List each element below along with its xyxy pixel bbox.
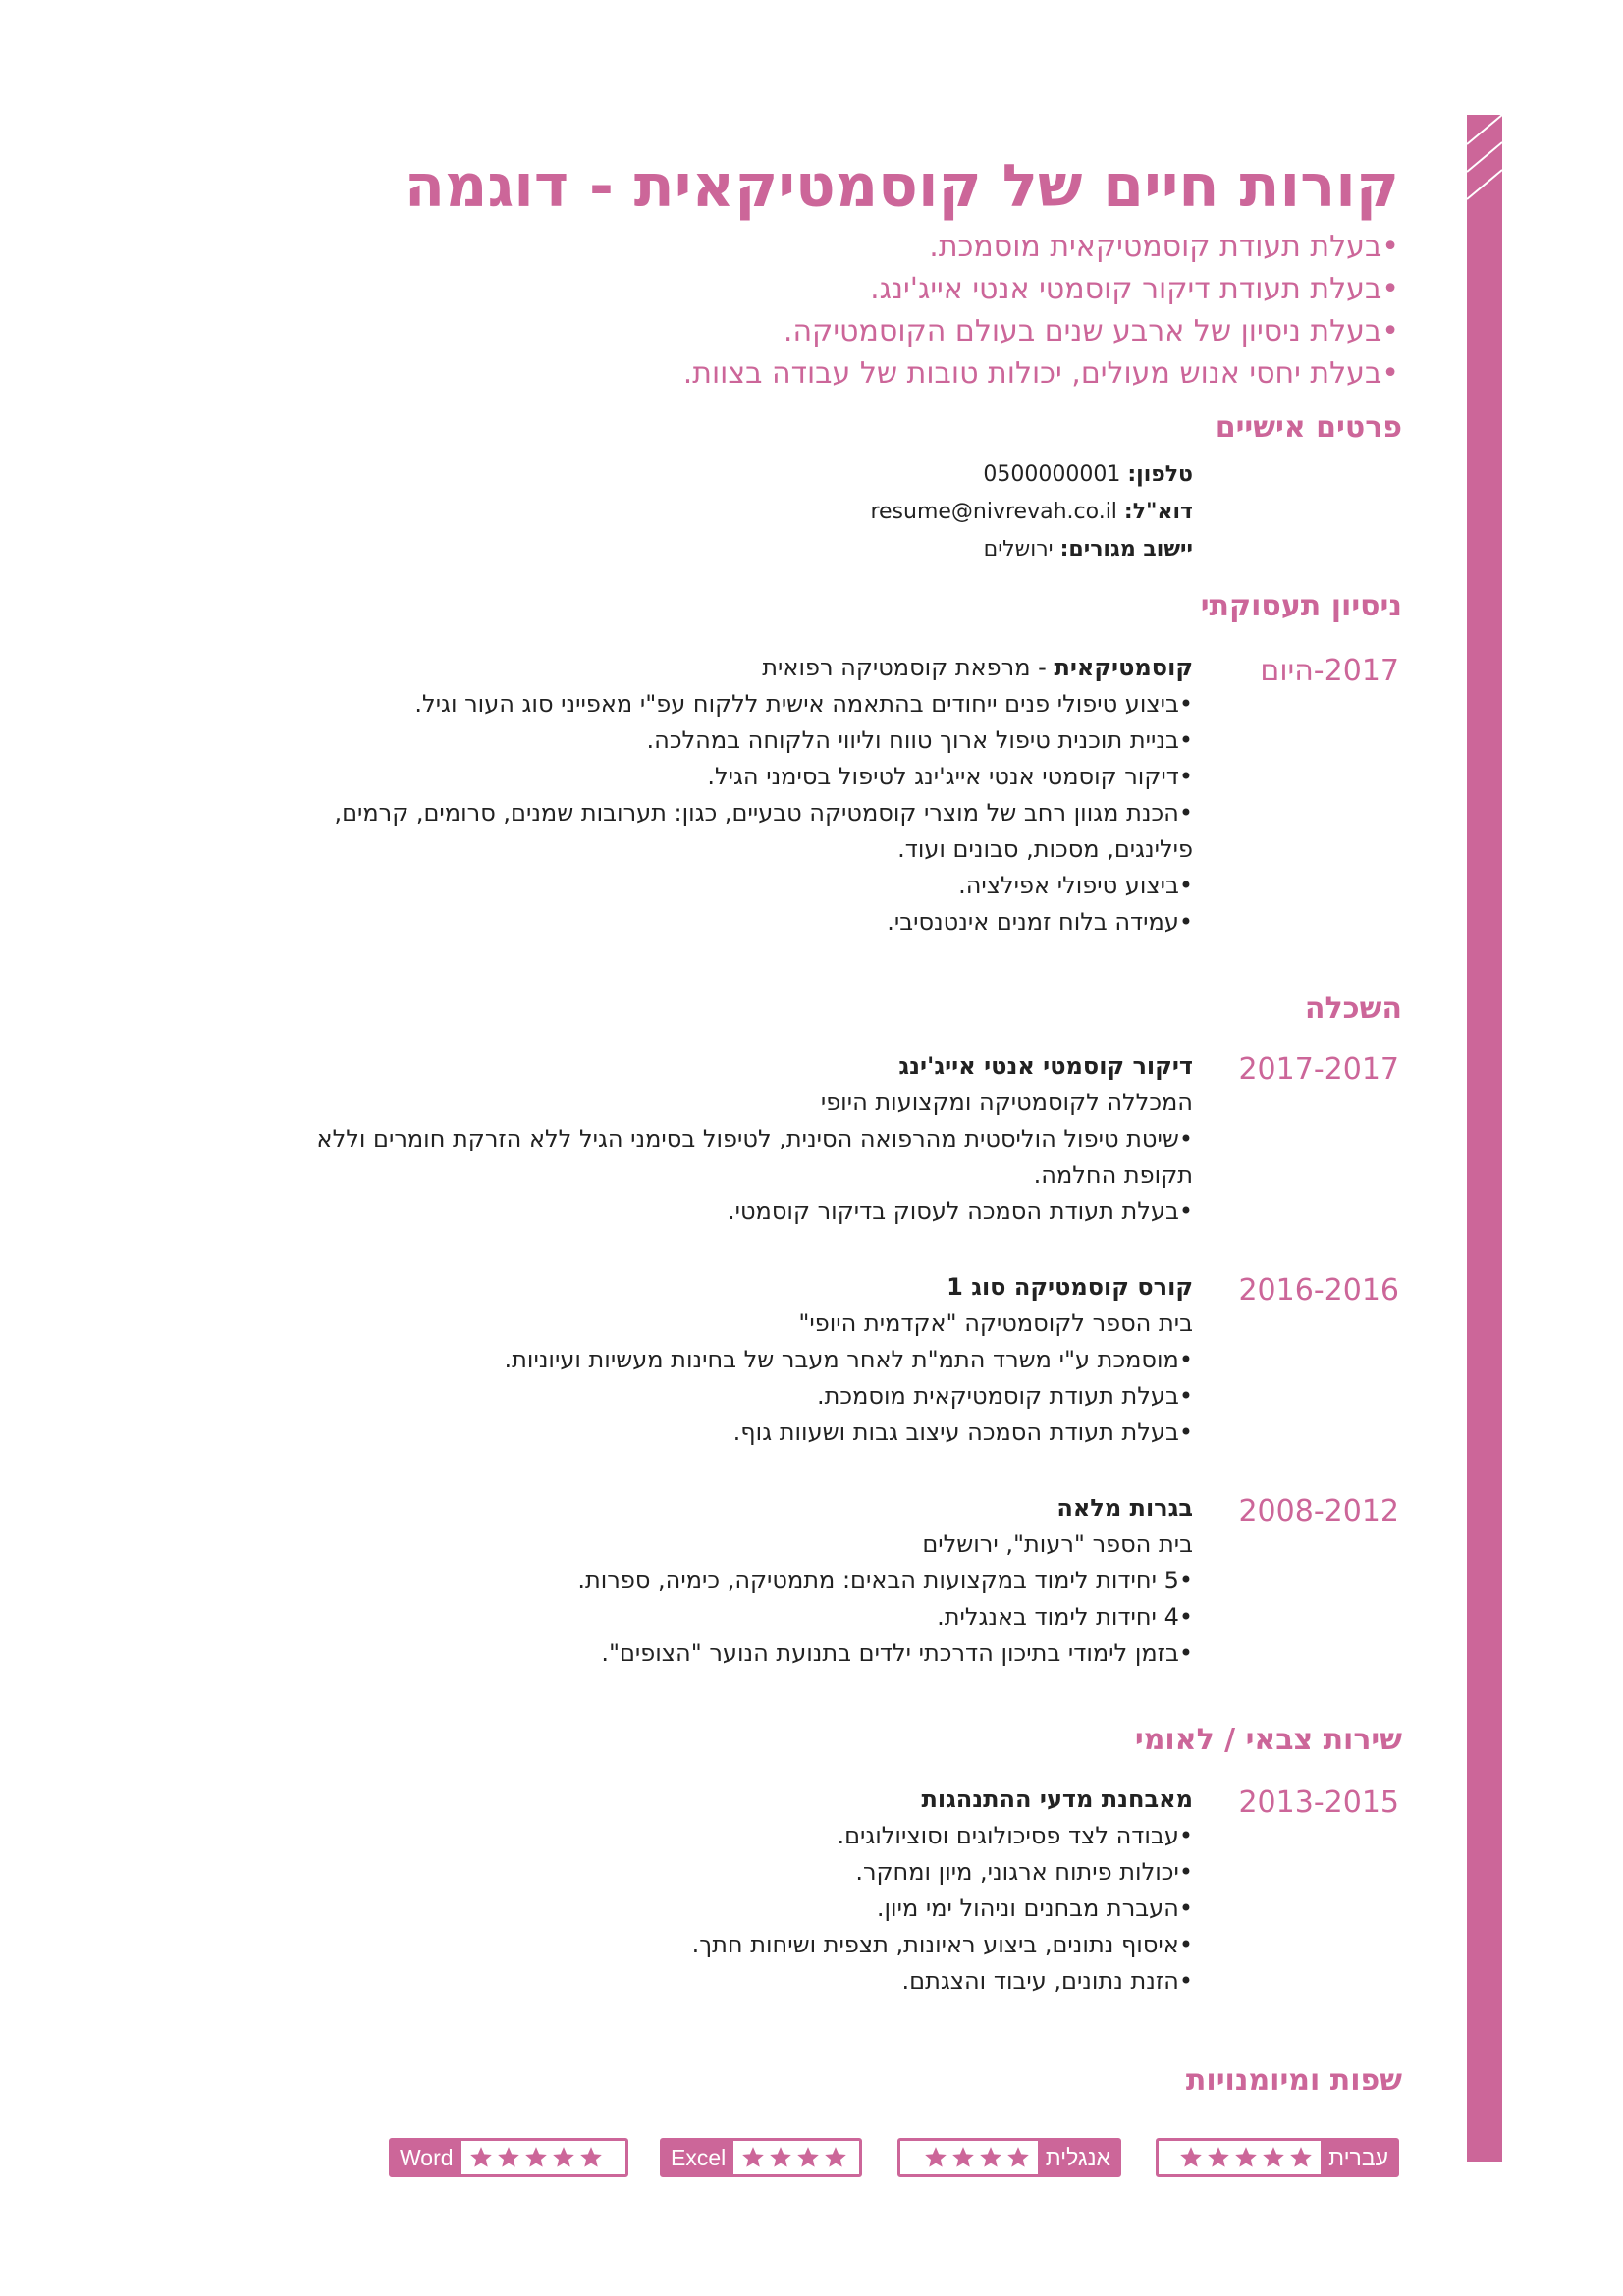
entry-title: דיקור קוסמטי אנטי אייג'ינג (898, 1052, 1193, 1080)
star-icon (768, 2145, 793, 2170)
contact-block (870, 456, 1193, 568)
education-entry (250, 1490, 1399, 1672)
star-icon (496, 2145, 521, 2170)
entry-date: 2013-2015 (1238, 1786, 1399, 1820)
entry-bullet: •בעלת תעודת הסמכה עיצוב גבות ושעוות גוף. (732, 1418, 1193, 1446)
page-title: קורות חיים של קוסמטיקאית - דוגמה (404, 152, 1399, 221)
city-row (870, 531, 1193, 568)
entry-bullet: •הזנת נתונים, עיבוד והצגתם. (901, 1967, 1193, 1995)
entry-bullets (250, 1121, 1193, 1230)
entry-bullet: •איסוף נתונים, ביצוע ראיונות, תצפית ושיחות חתך. (691, 1931, 1193, 1958)
entry-bullet: •עבודה לצד פסיכולוגים וסוציולוגים. (837, 1822, 1193, 1849)
city-label: יישוב מגורים: (1059, 537, 1193, 561)
star-icon (1005, 2145, 1031, 2170)
entry-place: - מרפאת קוסמטיקה רפואית (762, 654, 1055, 681)
star-icon (1233, 2145, 1259, 2170)
entry-bullet: •בזמן לימודי בתיכון הדרכתי ילדים בתנועת הנוער "הצופים". (601, 1639, 1193, 1667)
entry-date: 2017-היום (1260, 654, 1399, 688)
star-icon (795, 2145, 821, 2170)
entry-body (250, 1269, 1193, 1451)
entry-bullet: •4 יחידות לימוד באנגלית. (937, 1603, 1193, 1630)
star-icon (523, 2145, 549, 2170)
service-heading: שירות צבאי / לאומי (1134, 1723, 1402, 1757)
skill-badge-excel (660, 2138, 862, 2177)
entry-bullet: •בניית תוכנית טיפול ארוך טווח וליווי הלקוחה במהלכה. (646, 726, 1193, 754)
entry-bullet: •שיטת טיפול הוליסטית מהרפואה הסינית, לטיפול בסימני הגיל ללא הזרקת חומרים וללא תקופת החלמה. (316, 1125, 1193, 1189)
skill-label: Excel (663, 2141, 733, 2174)
phone-value: 0500000001 (983, 462, 1121, 487)
skill-badge-word (389, 2138, 628, 2177)
star-icon (823, 2145, 848, 2170)
skill-stars (1171, 2141, 1321, 2174)
education-entry (250, 1048, 1399, 1230)
skill-label: עברית (1321, 2141, 1396, 2174)
entry-bullet: •ביצוע טיפולי אפילציה. (958, 872, 1193, 899)
skill-stars (733, 2141, 855, 2174)
entry-title: מאבחנת מדעי ההתנהגות (921, 1786, 1193, 1813)
entry-bullets (250, 1342, 1193, 1451)
entry-date: 2016-2016 (1238, 1273, 1399, 1308)
entry-bullets (250, 1563, 1193, 1672)
entry-title-line (250, 650, 1193, 686)
email-value: resume@nivrevah.co.il (870, 500, 1117, 524)
skill-stars (916, 2141, 1038, 2174)
highlight-item: •בעלת יחסי אנוש מעולים, יכולות טובות של עבודה בצוות. (682, 356, 1399, 391)
highlight-item: •בעלת תעודת דיקור קוסמטי אנטי אייג'ינג. (870, 272, 1399, 306)
entry-bullets (250, 1818, 1193, 2000)
entry-bullet: •ביצוע טיפולי פנים ייחודים בהתאמה אישית ללקוח עפ"י מאפייני סוג העור וגיל. (414, 690, 1193, 718)
service-entry (250, 1782, 1399, 2000)
entry-title: קוסמטיקאית (1054, 654, 1193, 681)
email-row (870, 494, 1193, 531)
entry-bullet: •בעלת תעודת קוסמטיקאית מוסמכת. (817, 1382, 1193, 1410)
experience-entry (250, 650, 1399, 940)
highlight-item: •בעלת ניסיון של ארבע שנים בעולם הקוסמטיקה. (783, 314, 1399, 348)
experience-heading: ניסיון תעסוקתי (1200, 589, 1402, 623)
star-icon (468, 2145, 494, 2170)
entry-place: בית הספר "רעות", ירושלים (922, 1530, 1193, 1558)
entry-bullet: •מוסמכת ע"י משרד התמ"ת לאחר מעבר של בחינות מעשיות ועיוניות. (504, 1346, 1193, 1373)
entry-bullets (250, 686, 1193, 940)
entry-bullet: •יכולות פיתוח ארגוני, מיון ומחקר. (855, 1858, 1193, 1886)
phone-label: טלפון: (1127, 462, 1193, 487)
entry-title: בגרות מלאה (1056, 1494, 1193, 1522)
email-label: דוא"ל: (1123, 500, 1193, 524)
star-icon (950, 2145, 976, 2170)
entry-bullet: •5 יחידות לימוד במקצועות הבאים: מתמטיקה, כימיה, ספרות. (577, 1567, 1193, 1594)
entry-place: בית הספר לקוסמטיקה "אקדמית היופי" (798, 1309, 1193, 1337)
phone-row (870, 456, 1193, 494)
skill-badge-hebrew (1156, 2138, 1399, 2177)
entry-body (250, 650, 1193, 940)
entry-title: קורס קוסמטיקה סוג 1 (947, 1273, 1193, 1301)
skill-label: Word (392, 2141, 461, 2174)
entry-bullet: •הכנת מגוון רחב של מוצרי קוסמטיקה טבעיים, כגון: תערובות שמנים, סרומים, קרמים, פילינגים, מסכות, סבונים ועוד. (334, 799, 1193, 863)
education-heading: השכלה (1304, 991, 1402, 1026)
star-icon (1288, 2145, 1314, 2170)
entry-body (250, 1782, 1193, 2000)
education-entry (250, 1269, 1399, 1451)
entry-bullet: •בעלת תעודת הסמכה לעסוק בדיקור קוסמטי. (727, 1198, 1193, 1225)
entry-bullet: •עמידה בלוח זמנים אינטנסיבי. (887, 908, 1193, 935)
entry-place: המכללה לקוסמטיקה ומקצועות היופי (820, 1089, 1193, 1116)
skill-label: אנגלית (1038, 2141, 1118, 2174)
sidebar-accent-bar (1467, 115, 1502, 2162)
city-value: ירושלים (983, 537, 1054, 561)
star-icon (1178, 2145, 1204, 2170)
entry-bullet: •דיקור קוסמטי אנטי אייג'ינג לטיפול בסימני הגיל. (707, 763, 1193, 790)
entry-bullet: •העברת מבחנים וניהול ימי מיון. (876, 1895, 1193, 1922)
entry-date: 2008-2012 (1238, 1494, 1399, 1528)
entry-date: 2017-2017 (1238, 1052, 1399, 1087)
personal-heading: פרטים אישיים (1215, 410, 1402, 445)
sidebar-stripes-icon (1467, 115, 1502, 233)
entry-body (250, 1490, 1193, 1672)
skill-badge-english (897, 2138, 1121, 2177)
star-icon (551, 2145, 576, 2170)
skill-stars (461, 2141, 611, 2174)
star-icon (1261, 2145, 1286, 2170)
star-icon (578, 2145, 604, 2170)
skills-heading: שפות ומיומנויות (1185, 2063, 1402, 2098)
star-icon (740, 2145, 766, 2170)
highlights-list (683, 226, 1399, 395)
star-icon (1206, 2145, 1231, 2170)
star-icon (978, 2145, 1003, 2170)
highlight-item: •בעלת תעודת קוסמטיקאית מוסמכת. (929, 230, 1399, 264)
star-icon (923, 2145, 948, 2170)
entry-body (250, 1048, 1193, 1230)
